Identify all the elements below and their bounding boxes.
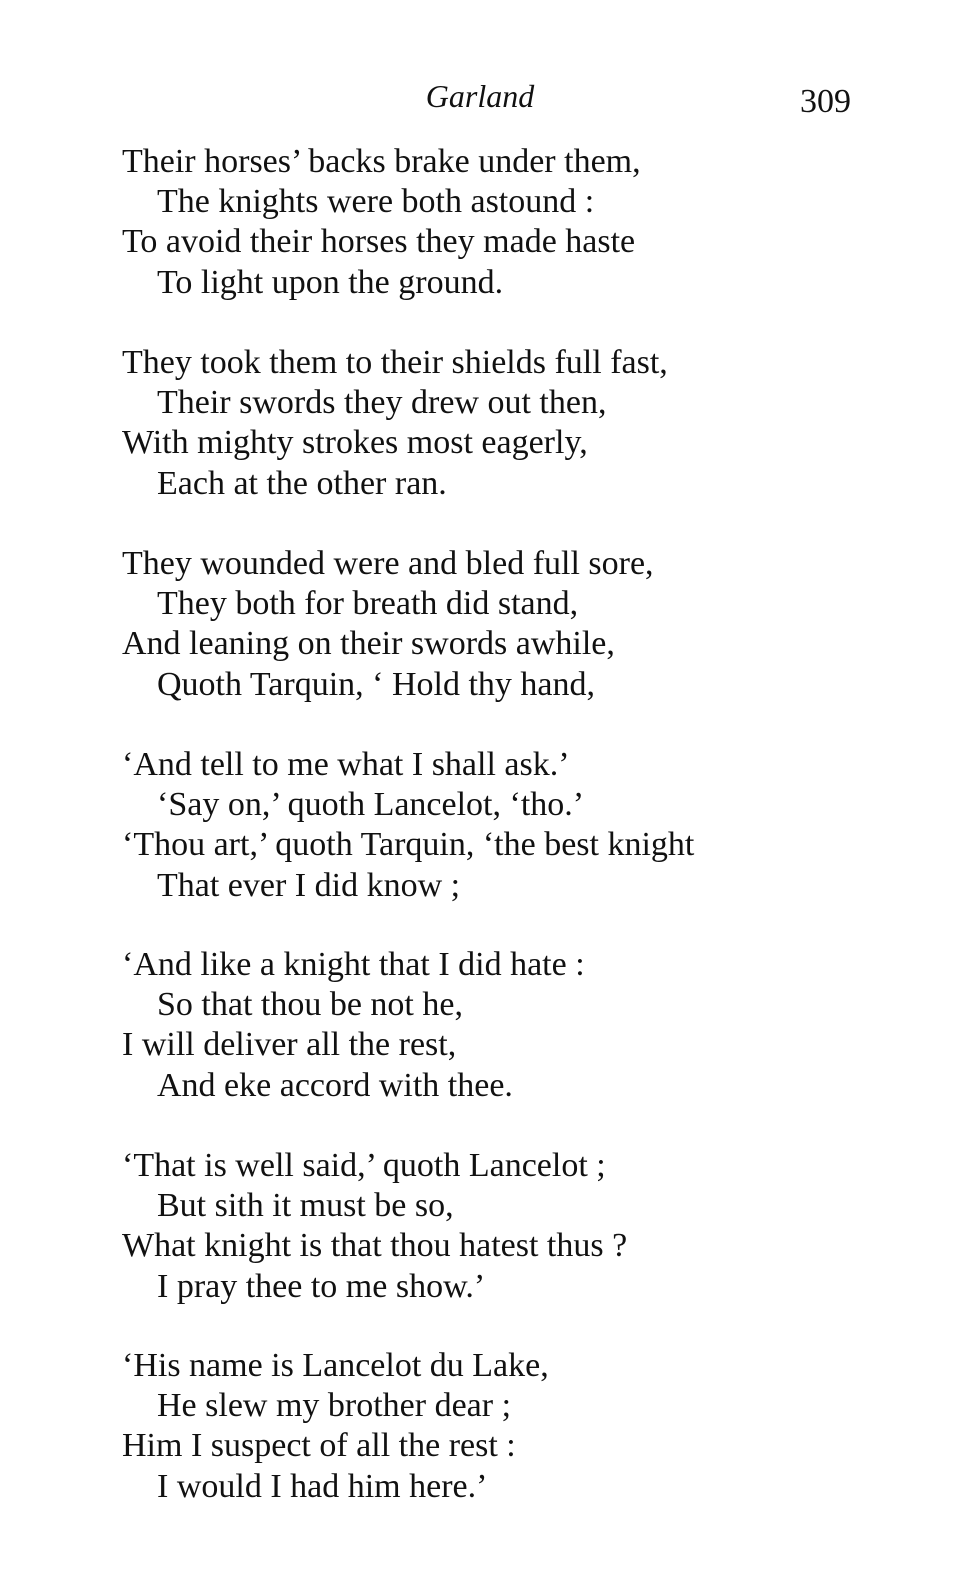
verse-line: And leaning on their swords awhile, — [122, 625, 615, 663]
verse-line: Each at the other ran. — [157, 464, 447, 502]
stanza-2 — [122, 343, 882, 504]
verse-line: They wounded were and bled full sore, — [122, 545, 654, 582]
verse-line: That ever I did know ; — [157, 866, 461, 904]
verse-line: What knight is that thou hatest thus ? — [122, 1227, 628, 1265]
verse-line: ‘Thou art,’ quoth Tarquin, ‘the best knight — [122, 826, 695, 864]
verse-line: Quoth Tarquin, ‘ Hold thy hand, — [157, 665, 595, 703]
verse-line: ‘And tell to me what I shall ask.’ — [122, 746, 570, 783]
running-title: Garland — [425, 78, 535, 114]
verse-line: The knights were both astound : — [157, 183, 595, 221]
verse-line: ‘And like a knight that I did hate : — [122, 946, 585, 983]
stanza-7 — [122, 1346, 882, 1507]
verse-line: So that thou be not he, — [157, 986, 463, 1024]
verse-line: And eke accord with thee. — [157, 1066, 513, 1104]
verse-line: I would I had him here.’ — [157, 1467, 488, 1505]
verse-line: ‘That is well said,’ quoth Lancelot ; — [122, 1147, 606, 1184]
page-number: 309 — [800, 83, 851, 120]
verse-line: To avoid their horses they made haste — [122, 223, 636, 261]
verse-line: But sith it must be so, — [157, 1187, 454, 1225]
verse-line: Their swords they drew out then, — [157, 384, 607, 422]
verse-line: To light upon the ground. — [157, 263, 504, 301]
verse-line: ‘Say on,’ quoth Lancelot, ‘tho.’ — [157, 786, 585, 824]
verse-line: With mighty strokes most eagerly, — [122, 424, 588, 462]
stanza-5 — [122, 945, 882, 1106]
stanza-1 — [122, 142, 882, 303]
stanza-3 — [122, 544, 882, 705]
verse-line: He slew my brother dear ; — [157, 1387, 512, 1425]
verse-line: They both for breath did stand, — [157, 585, 579, 623]
verse-line: They took them to their shields full fast, — [122, 344, 668, 381]
verse-line: I pray thee to me show.’ — [157, 1267, 486, 1305]
verse-line: ‘His name is Lancelot du Lake, — [122, 1347, 549, 1384]
verse-line: I will deliver all the rest, — [122, 1026, 457, 1064]
stanza-6 — [122, 1146, 882, 1307]
verse-line: Their horses’ backs brake under them, — [122, 143, 641, 180]
verse-line: Him I suspect of all the rest : — [122, 1427, 516, 1465]
stanza-4 — [122, 745, 882, 906]
